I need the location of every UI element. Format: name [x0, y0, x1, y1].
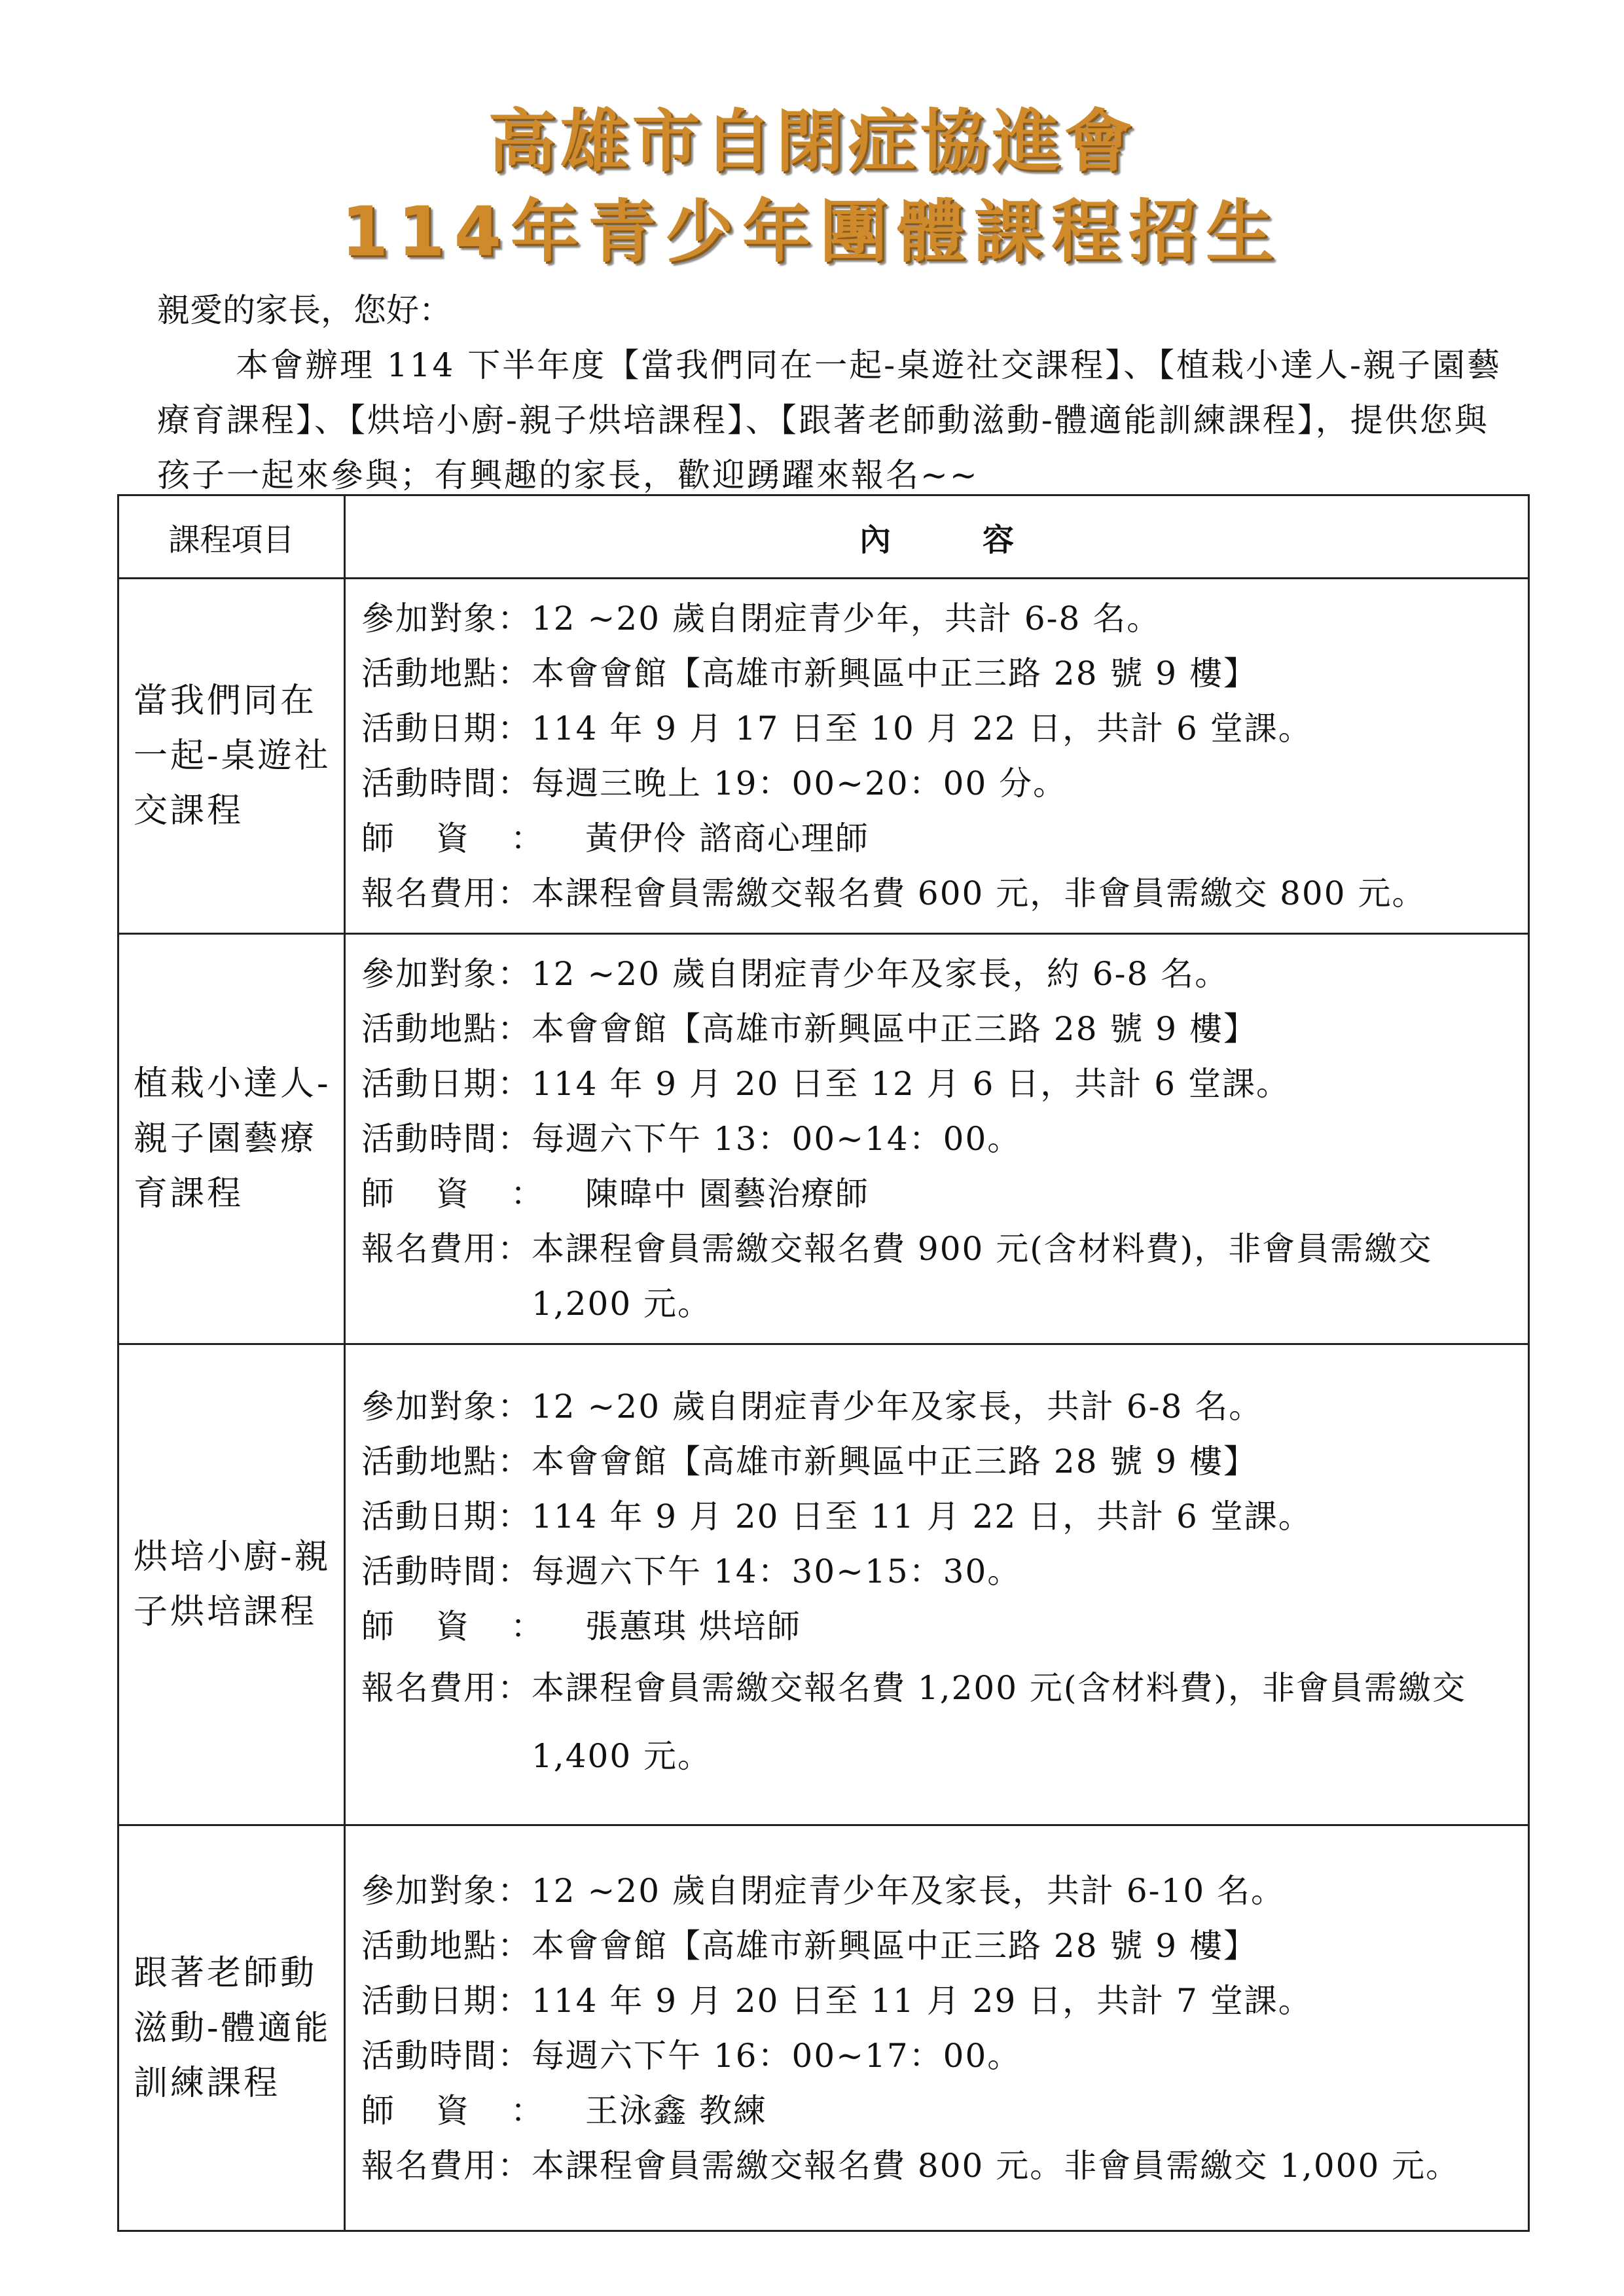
course-details: [345, 579, 1529, 934]
table-row: [118, 579, 1529, 934]
detail-fee: 報名費用： 本課程會員需繳交報名費 900 元(含材料費)，非會員需繳交 1,200 元。: [361, 1230, 1433, 1323]
course-name: 烘培小廚-親子烘培課程: [118, 1344, 345, 1825]
detail-dates: 活動日期： 114 年 9 月 17 日至 10 月 22 日，共計 6 堂課。: [361, 709, 1312, 747]
course-details: [345, 934, 1529, 1344]
course-name: 當我們同在一起-桌遊社交課程: [118, 579, 345, 934]
course-details: [345, 1825, 1529, 2231]
table-row: [118, 934, 1529, 1344]
title-line-2: 114年青少年團體課程招生: [340, 192, 1284, 272]
detail-target: 參加對象： 12 ~20 歲自閉症青少年，共計 6-8 名。: [361, 600, 1161, 637]
detail-target: 參加對象： 12 ~20 歲自閉症青少年及家長，共計 6-10 名。: [361, 1871, 1286, 1910]
course-name: 跟著老師動滋動-體適能訓練課程: [118, 1825, 345, 2231]
detail-teacher: 師資： 王泳鑫 教練: [361, 2091, 767, 2130]
detail-location: 活動地點： 本會會館【高雄市新興區中正三路 28 號 9 樓】: [361, 655, 1258, 692]
detail-location: 活動地點： 本會會館【高雄市新興區中正三路 28 號 9 樓】: [361, 1010, 1258, 1048]
table-row: [118, 1825, 1529, 2231]
detail-time: 活動時間： 每週六下午 13：00~14：00。: [361, 1120, 1022, 1158]
course-details: [345, 1344, 1529, 1825]
detail-dates: 活動日期： 114 年 9 月 20 日至 11 月 22 日，共計 6 堂課。: [361, 1498, 1312, 1535]
intro-paragraph: 本會辦理 114 下半年度【當我們同在一起-桌遊社交課程】、【植栽小達人-親子園藝療育課程】、【烘培小廚-親子烘培課程】、【跟著老師動滋動-體適能訓練課程】，提供您與孩子一起來參與；有興趣的家長，歡迎踴躍來報名~~: [157, 346, 1502, 494]
detail-fee: 報名費用： 本課程會員需繳交報名費 600 元，非會員需繳交 800 元。: [361, 874, 1426, 912]
header-course-item: 課程項目: [118, 495, 345, 579]
detail-target: 參加對象： 12 ~20 歲自閉症青少年及家長，約 6-8 名。: [361, 955, 1229, 993]
detail-time: 活動時間： 每週三晚上 19：00~20：00 分。: [361, 764, 1068, 802]
header-content: 內容: [345, 495, 1529, 579]
detail-fee: 報名費用： 本課程會員需繳交報名費 1,200 元(含材料費)，非會員需繳交 1,400 元。: [361, 1669, 1466, 1775]
detail-time: 活動時間： 每週六下午 14：30~15：30。: [361, 1552, 1022, 1590]
detail-teacher: 師資： 張蕙琪 烘培師: [361, 1607, 801, 1645]
greeting: 親愛的家長，您好：: [157, 291, 452, 329]
detail-teacher: 師資： 黃伊伶 諮商心理師: [361, 819, 869, 857]
table-header-row: [118, 495, 1529, 579]
detail-dates: 活動日期： 114 年 9 月 20 日至 11 月 29 日，共計 7 堂課。: [361, 1981, 1312, 2020]
table-row: [118, 1344, 1529, 1825]
detail-location: 活動地點： 本會會館【高雄市新興區中正三路 28 號 9 樓】: [361, 1443, 1258, 1480]
title-line-1: 高雄市自閉症協進會: [488, 101, 1136, 181]
detail-dates: 活動日期： 114 年 9 月 20 日至 12 月 6 日，共計 6 堂課。: [361, 1065, 1290, 1103]
detail-fee: 報名費用： 本課程會員需繳交報名費 800 元。非會員需繳交 1,000 元。: [361, 2146, 1460, 2185]
course-table: [117, 494, 1530, 2232]
detail-time: 活動時間： 每週六下午 16：00~17：00。: [361, 2036, 1022, 2075]
course-name: 植栽小達人-親子園藝療育課程: [118, 934, 345, 1344]
detail-target: 參加對象： 12 ~20 歲自閉症青少年及家長，共計 6-8 名。: [361, 1388, 1263, 1426]
detail-teacher: 師資： 陳暐中 園藝治療師: [361, 1175, 869, 1213]
detail-location: 活動地點： 本會會館【高雄市新興區中正三路 28 號 9 樓】: [361, 1926, 1258, 1965]
